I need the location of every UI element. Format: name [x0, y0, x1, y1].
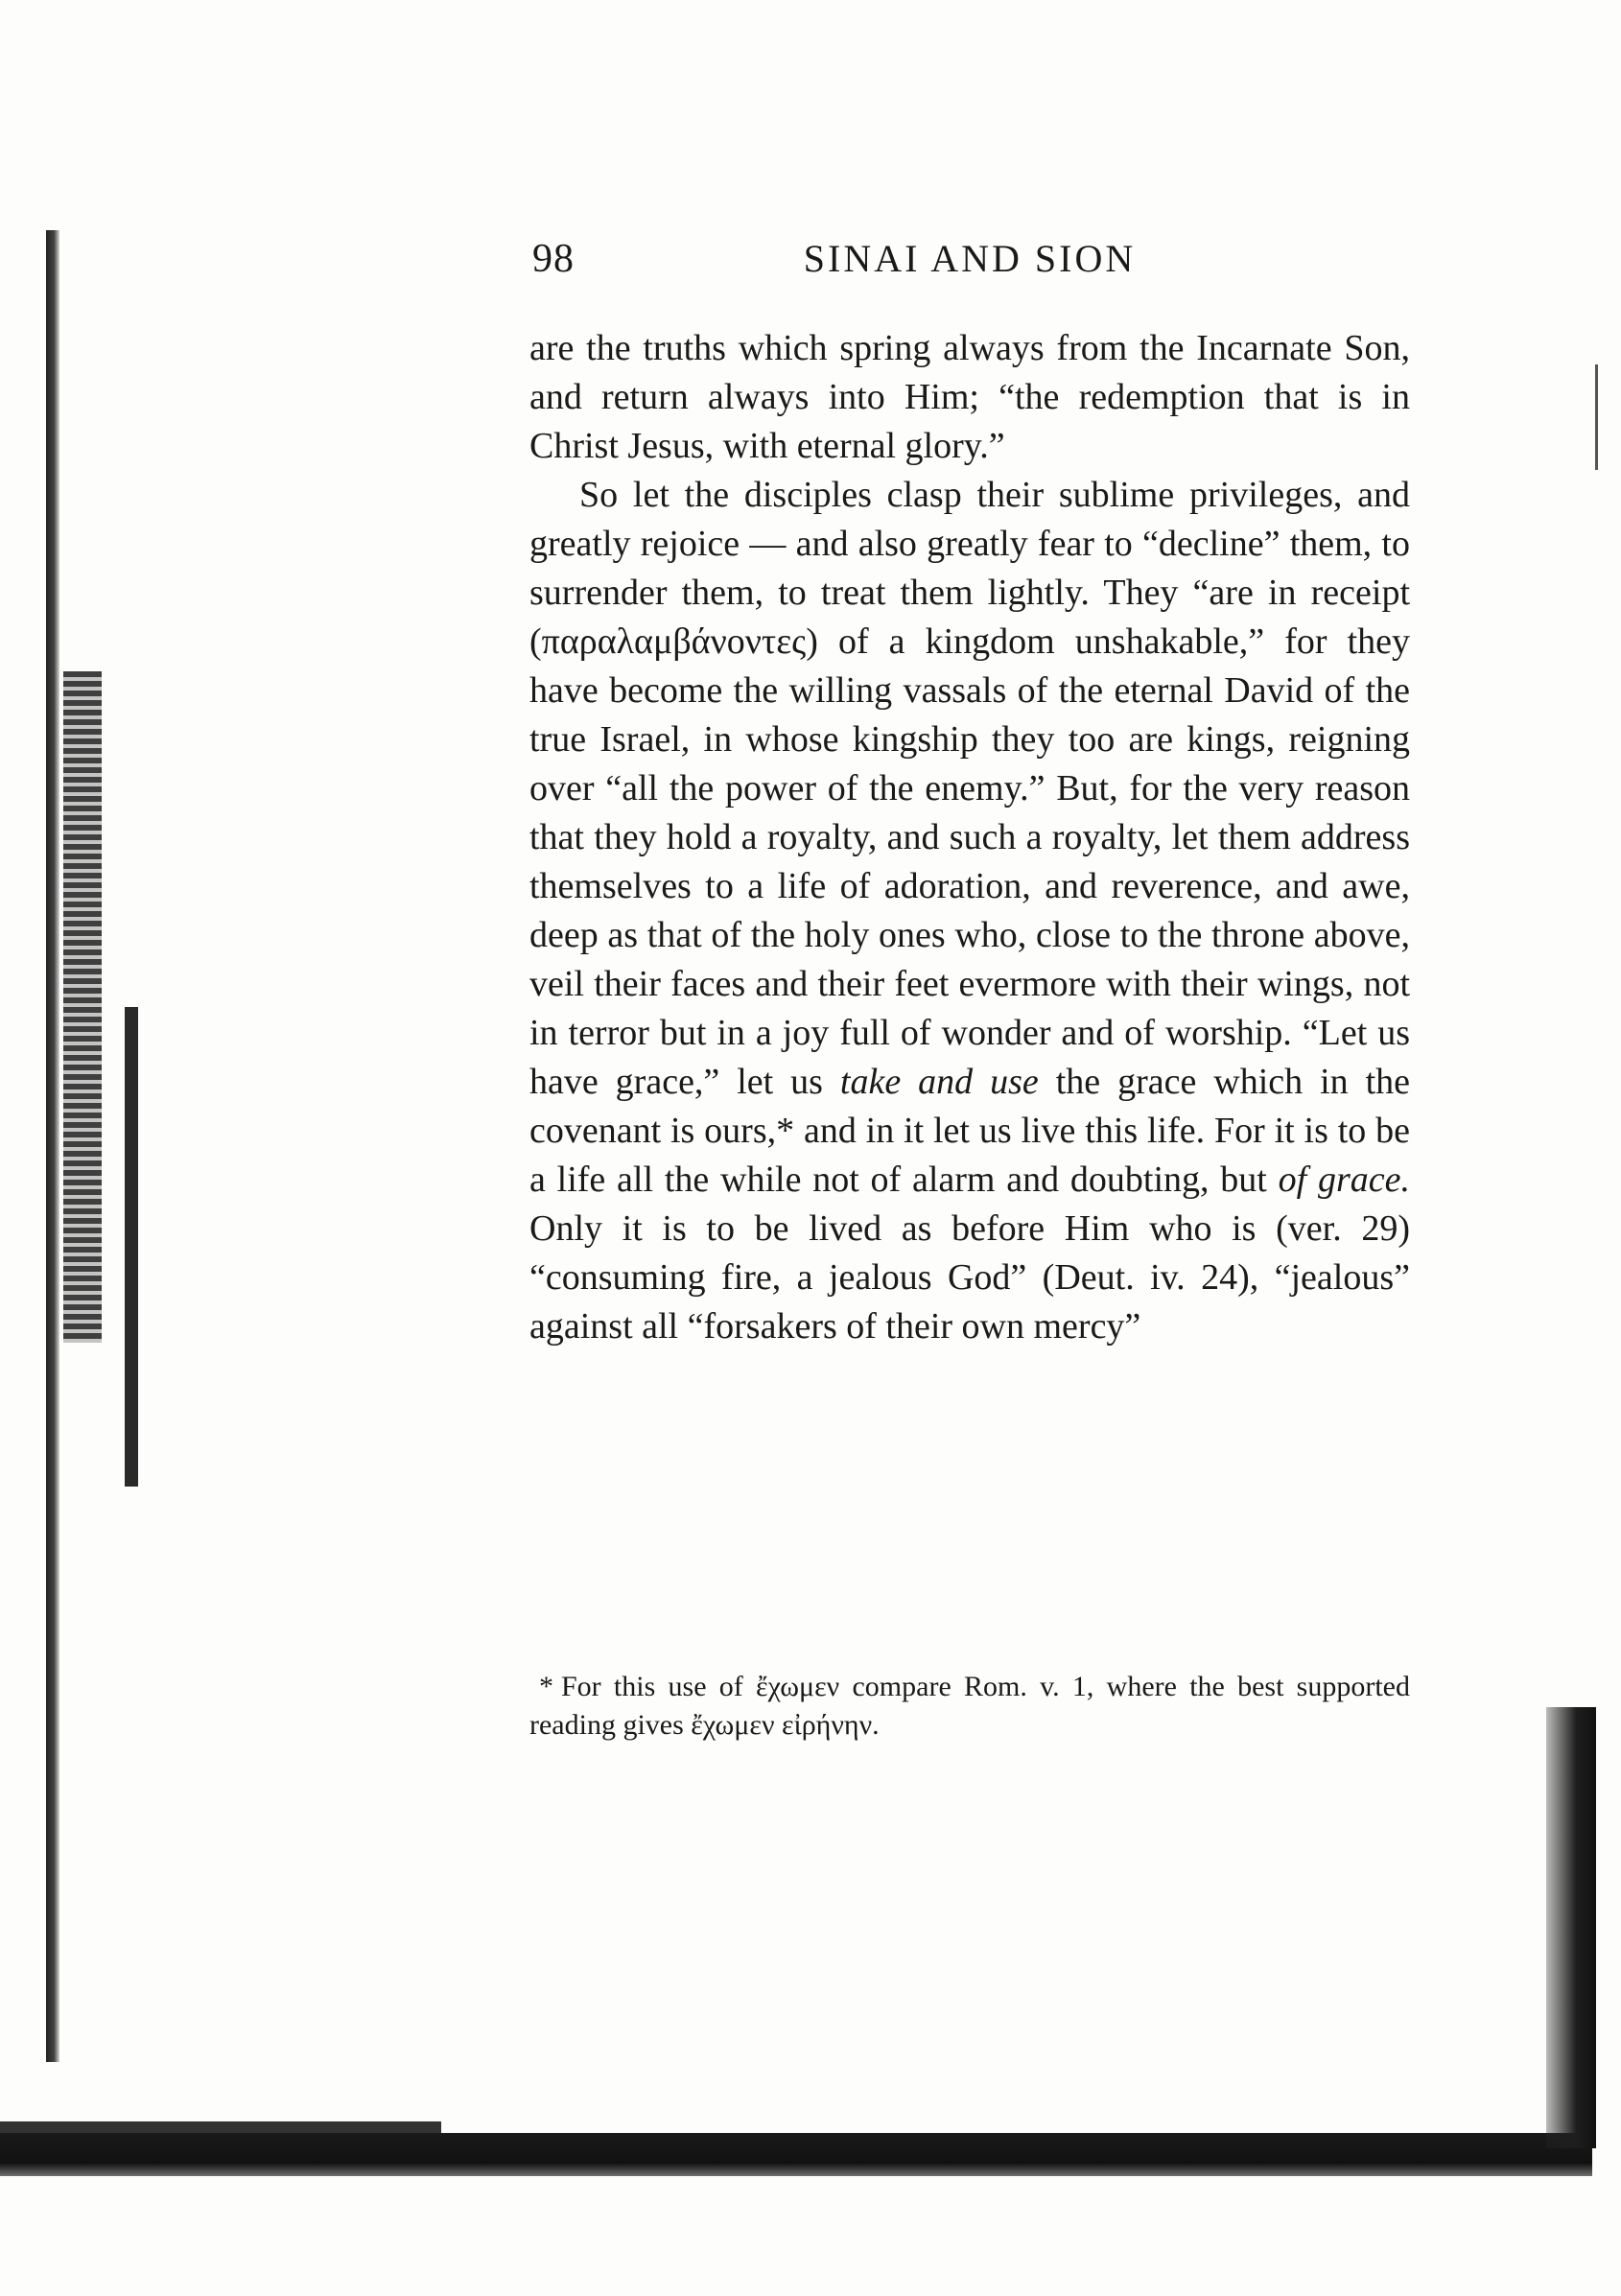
scan-shadow-bottom — [0, 2133, 1592, 2176]
body-text — [529, 324, 1410, 1351]
body-paragraph — [529, 324, 1410, 471]
text-run: the grace which in the covenant is ours,* and in it let us live this life. For it is to be a life all the while not of alarm and doubting, but — [529, 1062, 1410, 1200]
text-run: are the truths which spring always from the Incarnate Son, and return always into Him; “the redemption that is in Christ Jesus, with eternal glory.” — [529, 328, 1410, 466]
italic-phrase: take and use — [839, 1062, 1039, 1102]
text-run: Only it is to be lived as before Him who is (ver. 29) “consuming fire, a jealous God” (Deut. iv. 24), “jealous” against all “forsakers of their own mercy” — [529, 1208, 1410, 1347]
scan-mark-right — [1595, 364, 1598, 470]
running-title: SINAI AND SION — [803, 237, 1137, 280]
scan-shadow-right — [1546, 1707, 1596, 2148]
page-number: 98 — [532, 237, 575, 281]
running-head — [532, 236, 1410, 284]
scan-shadow-left-band — [63, 671, 102, 1343]
scan-shadow-left-strip — [125, 1007, 138, 1487]
italic-phrase: of grace. — [1278, 1160, 1410, 1200]
footnote-paragraph — [529, 1668, 1410, 1745]
footnote-marker: * — [539, 1671, 553, 1702]
body-paragraph — [529, 471, 1410, 1351]
scan-shadow-bottom-thin — [0, 2121, 441, 2133]
scan-shadow-left — [46, 230, 59, 2062]
text-run: So let the disciples clasp their sublime privileges, and greatly rejoice — and also greatly fear to “decline” them, to surrender them, to treat them lightly. They “are in receipt (παραλαμβάνοντες) of a kingdom unshakable,” for they have become the willing vassals of the eternal David of the true Israel, in whose kingship they too are kings, reigning over “all the power of the enemy.” But, for the very reason that they hold a royalty, and such a royalty, let them address themselves to a life of adoration, and reverence, and awe, deep as that of the holy ones who, close to the throne above, veil their faces and their feet evermore with their wings, not in terror but in a joy full of wonder and of worship. “Let us have grace,” let us — [529, 475, 1410, 1102]
footnote — [529, 1668, 1410, 1745]
footnote-text: For this use of ἔχωμεν compare Rom. v. 1, where the best supported reading gives ἔχωμεν εἰρήνην. — [529, 1671, 1410, 1741]
